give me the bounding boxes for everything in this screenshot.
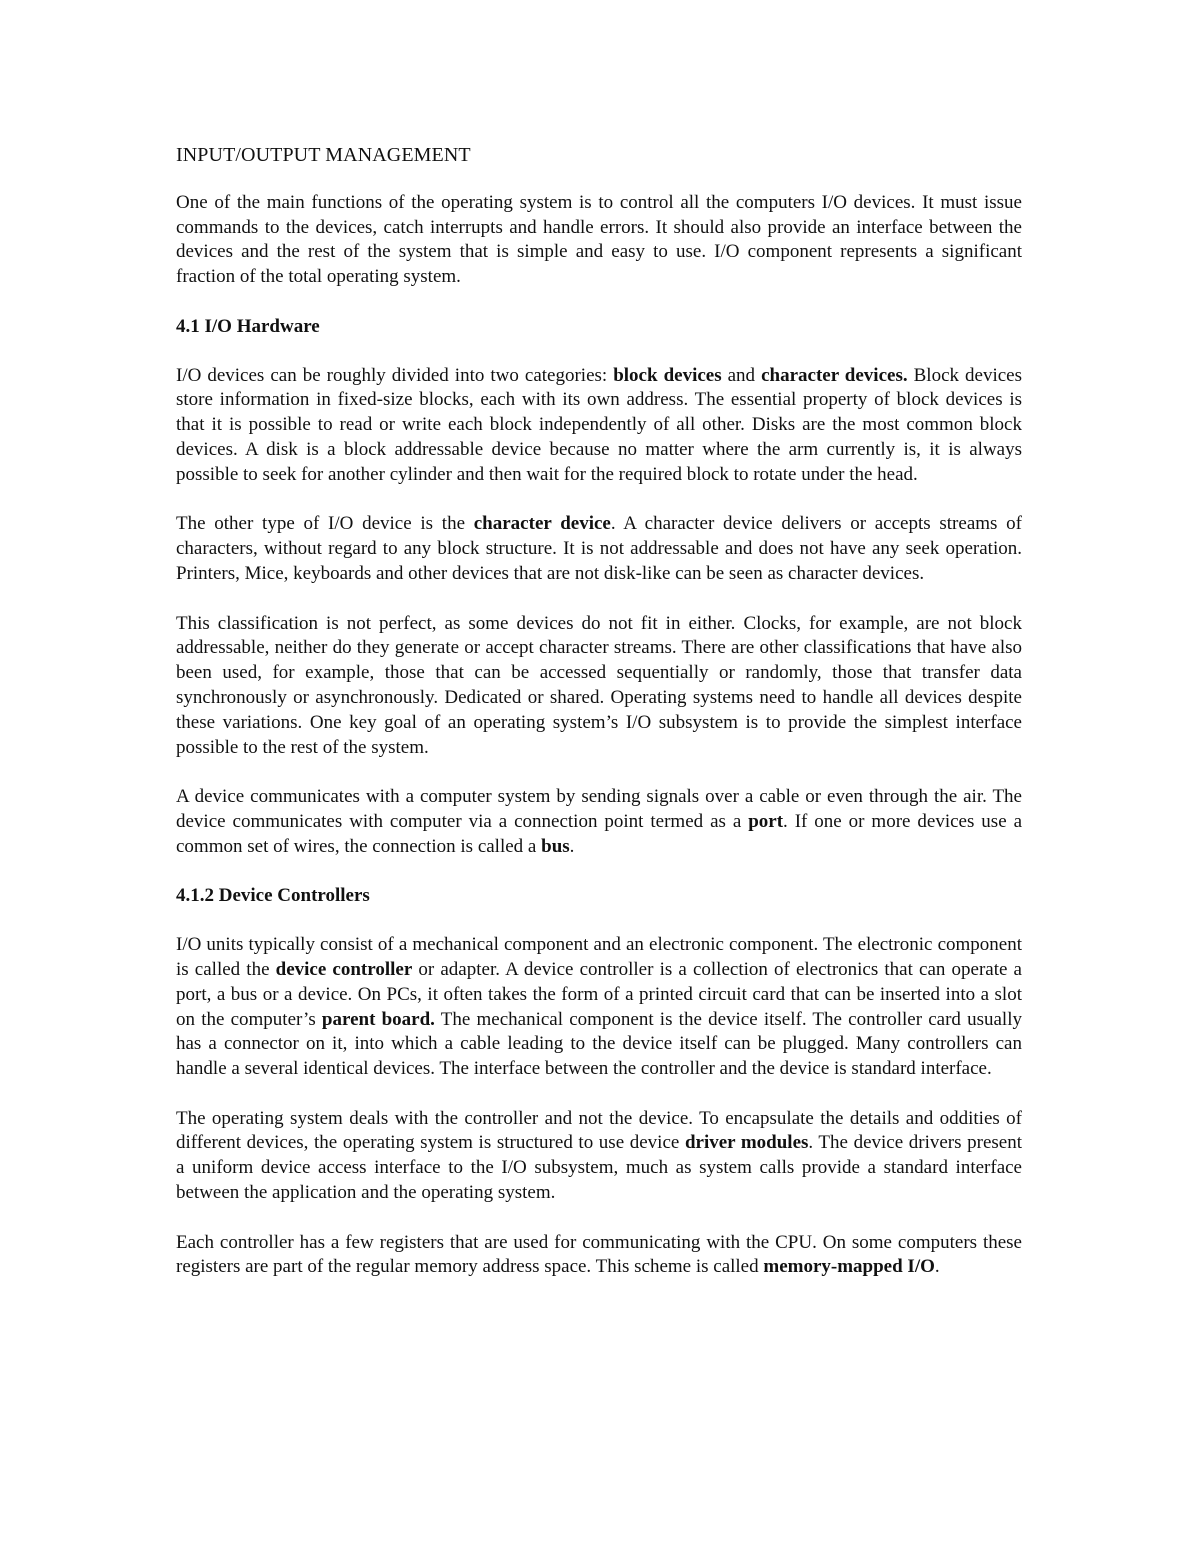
driver-modules-paragraph	[176, 1107, 1022, 1206]
text-run: The mechanical component is the device itself. The controller card usually has a connector on it, into which a cable leading to the device itself can be plugged. Many controllers can handle a several identical devices. The interface between the controller and the device is standard interface.	[176, 1008, 1022, 1080]
text-run: I/O units typically consist of a mechanical component and an electronic component. The electronic component is called the	[176, 934, 1022, 980]
bold-term-port: port	[748, 810, 784, 832]
text-run: The operating system deals with the controller and not the device. To encapsulate the details and oddities of different devices, the operating system is structured to use device	[176, 1107, 1022, 1154]
document-page	[176, 143, 1022, 1305]
text-run: Each controller has a few registers that are used for communicating with the CPU. On some computers these registers are part of the regular memory address space. This scheme is called	[176, 1231, 1022, 1278]
bold-term-parent-board: parent board.	[321, 1008, 435, 1030]
text-run: A device communicates with a computer system by sending signals over a cable or even through the air. The device communicates with computer via a connection point termed as a	[176, 786, 1022, 832]
text-run: . A character device delivers or accepts streams of characters, without regard to any block structure. It is not addressable and does not have any seek operation. Printers, Mice, keyboards and other devices that are not disk-like can be seen as character devices.	[176, 513, 1022, 584]
classification-paragraph: This classification is not perfect, as some devices do not fit in either. Clocks, for example, are not block addressable, neither do they generate or accept character streams. There are other classifications that have also been used, for example, those that can be accessed sequentially or randomly, those that transfer data synchronously or asynchronously. Dedicated or shared. Operating systems need to handle all devices despite these variations. One key goal of an operating system’s I/O subsystem is to provide the simplest interface possible to the rest of the system.	[176, 612, 1022, 758]
bold-term-character-device: character device	[473, 513, 611, 535]
bold-term-bus: bus	[541, 835, 570, 857]
bold-term-memory-mapped-io: memory-mapped I/O	[763, 1256, 935, 1278]
text-run: .	[569, 835, 575, 857]
text-run: and	[721, 364, 762, 386]
text-run: I/O devices can be roughly divided into two categories:	[176, 364, 614, 386]
text-run: . The device drivers present a uniform device access interface to the I/O subsystem, much as system calls provide a standard interface between the application and the operating system.	[176, 1132, 1023, 1204]
bold-term-device-controller: device controller	[275, 958, 413, 980]
text-run: or adapter. A device controller is a collection of electronics that can operate a port, a bus or a device. On PCs, it often takes the form of a printed circuit card that can be inserted into a slot on the computer’s	[176, 958, 1022, 1030]
section-heading-io-hardware: 4.1 I/O Hardware	[176, 315, 320, 337]
section-heading-device-controllers: 4.1.2 Device Controllers	[176, 885, 370, 907]
text-run: The other type of I/O device is the	[176, 513, 474, 535]
intro-paragraph: One of the main functions of the operating system is to control all the computers I/O devices. It must issue commands to the devices, catch interrupts and handle errors. It should also provide an interface between the devices and the rest of the system that is simple and easy to use. I/O component represents a significant fraction of the total operating system.	[176, 191, 1022, 288]
bold-term-driver-modules: driver modules	[684, 1132, 809, 1154]
text-run: .	[934, 1256, 940, 1278]
document-title: INPUT/OUTPUT MANAGEMENT	[176, 144, 471, 166]
character-device-paragraph	[176, 512, 1022, 586]
device-controller-paragraph	[176, 933, 1022, 1082]
port-bus-paragraph	[176, 785, 1022, 859]
text-run: Block devices store information in fixed-size blocks, each with its own address. The essential property of block devices is that it is possible to read or write each block independently of all other. Disks are the most common block devices. A disk is a block addressable device because no matter where the arm currently is, it is always possible to seek for another cylinder and then wait for the required block to rotate under the head.	[176, 364, 1022, 485]
bold-term-block-devices: block devices	[613, 364, 722, 386]
block-devices-paragraph	[176, 364, 1022, 488]
bold-term-character-devices: character devices.	[761, 364, 908, 386]
text-run: . If one or more devices use a common set of wires, the connection is called a	[176, 810, 1023, 857]
memory-mapped-paragraph	[176, 1231, 1022, 1281]
